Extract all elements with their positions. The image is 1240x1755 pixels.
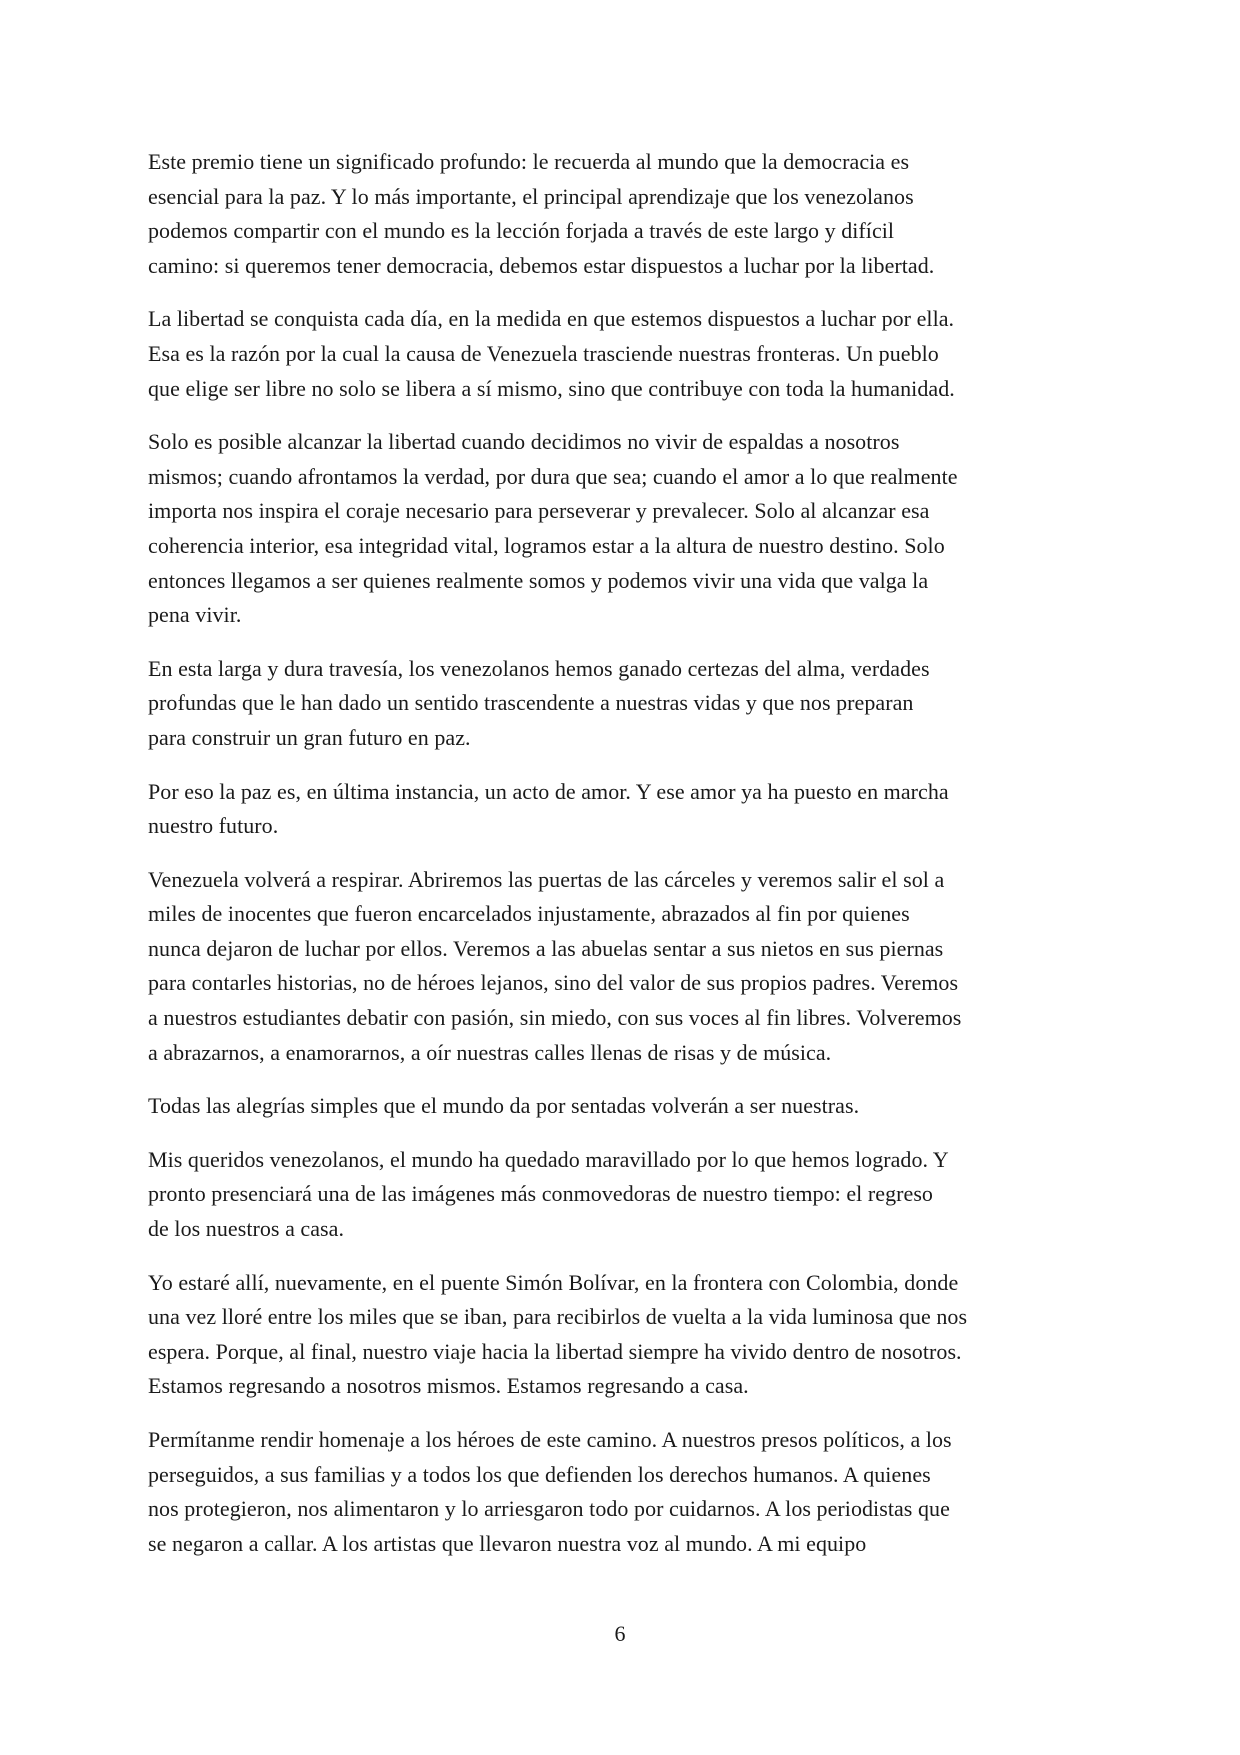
text-line: pena vivir.	[148, 602, 242, 628]
text-line: coherencia interior, esa integridad vital, logramos estar a la altura de nuestro destino. Solo	[148, 532, 945, 558]
text-line: Venezuela volverá a respirar. Abriremos las puertas de las cárceles y veremos salir el sol a	[148, 866, 945, 892]
paragraph	[148, 145, 1108, 283]
text-line: Permítanme rendir homenaje a los héroes de este camino. A nuestros presos políticos, a los	[148, 1427, 952, 1452]
text-line: para contarles historias, no de héroes lejanos, sino del valor de sus propios padres. Veremos	[148, 970, 959, 996]
page-number: 6	[614, 1621, 626, 1646]
text-line: Por eso la paz es, en última instancia, un acto de amor. Y ese amor ya ha puesto en marcha	[148, 778, 949, 804]
text-line: para construir un gran futuro en paz.	[148, 724, 471, 750]
document-body	[148, 145, 1108, 1580]
text-line: importa nos inspira el coraje necesario para perseverar y prevalecer. Solo al alcanzar esa	[148, 498, 930, 524]
text-line: espera. Porque, al final, nuestro viaje hacia la libertad siempre ha vivido dentro de nosotros.	[148, 1338, 962, 1364]
text-line: camino: si queremos tener democracia, debemos estar dispuestos a luchar por la libertad.	[148, 252, 935, 278]
text-line: La libertad se conquista cada día, en la medida en que estemos dispuestos a luchar por ella.	[148, 306, 955, 332]
text-line: a nuestros estudiantes debatir con pasión, sin miedo, con sus voces al fin libres. Volveremos	[148, 1005, 962, 1031]
text-line: nos protegieron, nos alimentaron y lo arriesgaron todo por cuidarnos. A los periodistas que	[148, 1496, 950, 1522]
paragraph	[148, 1423, 1108, 1561]
text-line: Solo es posible alcanzar la libertad cuando decidimos no vivir de espaldas a nosotros	[148, 429, 900, 455]
paragraph	[148, 1089, 1108, 1124]
text-line: Estamos regresando a nosotros mismos. Estamos regresando a casa.	[148, 1373, 749, 1399]
text-line: mismos; cuando afrontamos la verdad, por dura que sea; cuando el amor a lo que realmente	[148, 463, 958, 489]
text-line: miles de inocentes que fueron encarcelados injustamente, abrazados al fin por quienes	[148, 901, 910, 927]
text-line: nunca dejaron de luchar por ellos. Veremos a las abuelas sentar a sus nietos en sus piernas	[148, 935, 944, 961]
text-line: Yo estaré allí, nuevamente, en el puente Simón Bolívar, en la frontera con Colombia, donde	[148, 1269, 959, 1295]
paragraph	[148, 1266, 1108, 1404]
text-line: profundas que le han dado un sentido trascendente a nuestras vidas y que nos preparan	[148, 690, 914, 716]
text-line: entonces llegamos a ser quienes realmente somos y podemos vivir una vida que valga la	[148, 567, 929, 593]
text-line: a abrazarnos, a enamorarnos, a oír nuestras calles llenas de risas y de música.	[148, 1039, 832, 1065]
text-line: que elige ser libre no solo se libera a sí mismo, sino que contribuye con toda la humanidad.	[148, 375, 955, 401]
text-line: pronto presenciará una de las imágenes más conmovedoras de nuestro tiempo: el regreso	[148, 1181, 933, 1207]
text-line: Mis queridos venezolanos, el mundo ha quedado maravillado por lo que hemos logrado. Y	[148, 1146, 949, 1172]
paragraph	[148, 425, 1108, 633]
paragraph	[148, 1143, 1108, 1247]
text-line: de los nuestros a casa.	[148, 1216, 345, 1242]
paragraph	[148, 775, 1108, 844]
paragraph	[148, 302, 1108, 406]
paragraph	[148, 863, 1108, 1071]
text-line: Todas las alegrías simples que el mundo da por sentadas volverán a ser nuestras.	[148, 1093, 860, 1119]
text-line: Este premio tiene un significado profundo: le recuerda al mundo que la democracia es	[148, 149, 910, 174]
text-line: nuestro futuro.	[148, 813, 279, 839]
text-line: esencial para la paz. Y lo más importante, el principal aprendizaje que los venezolanos	[148, 183, 914, 209]
text-line: una vez lloré entre los miles que se iban, para recibirlos de vuelta a la vida luminosa que nos	[148, 1304, 968, 1330]
text-line: En esta larga y dura travesía, los venezolanos hemos ganado certezas del alma, verdades	[148, 655, 930, 681]
text-line: Esa es la razón por la cual la causa de Venezuela trasciende nuestras fronteras. Un pueblo	[148, 340, 939, 366]
paragraph	[148, 652, 1108, 756]
text-line: perseguidos, a sus familias y a todos los que defienden los derechos humanos. A quienes	[148, 1461, 931, 1487]
text-line: podemos compartir con el mundo es la lección forjada a través de este largo y difícil	[148, 218, 895, 244]
text-line: se negaron a callar. A los artistas que llevaron nuestra voz al mundo. A mi equipo	[148, 1530, 867, 1556]
